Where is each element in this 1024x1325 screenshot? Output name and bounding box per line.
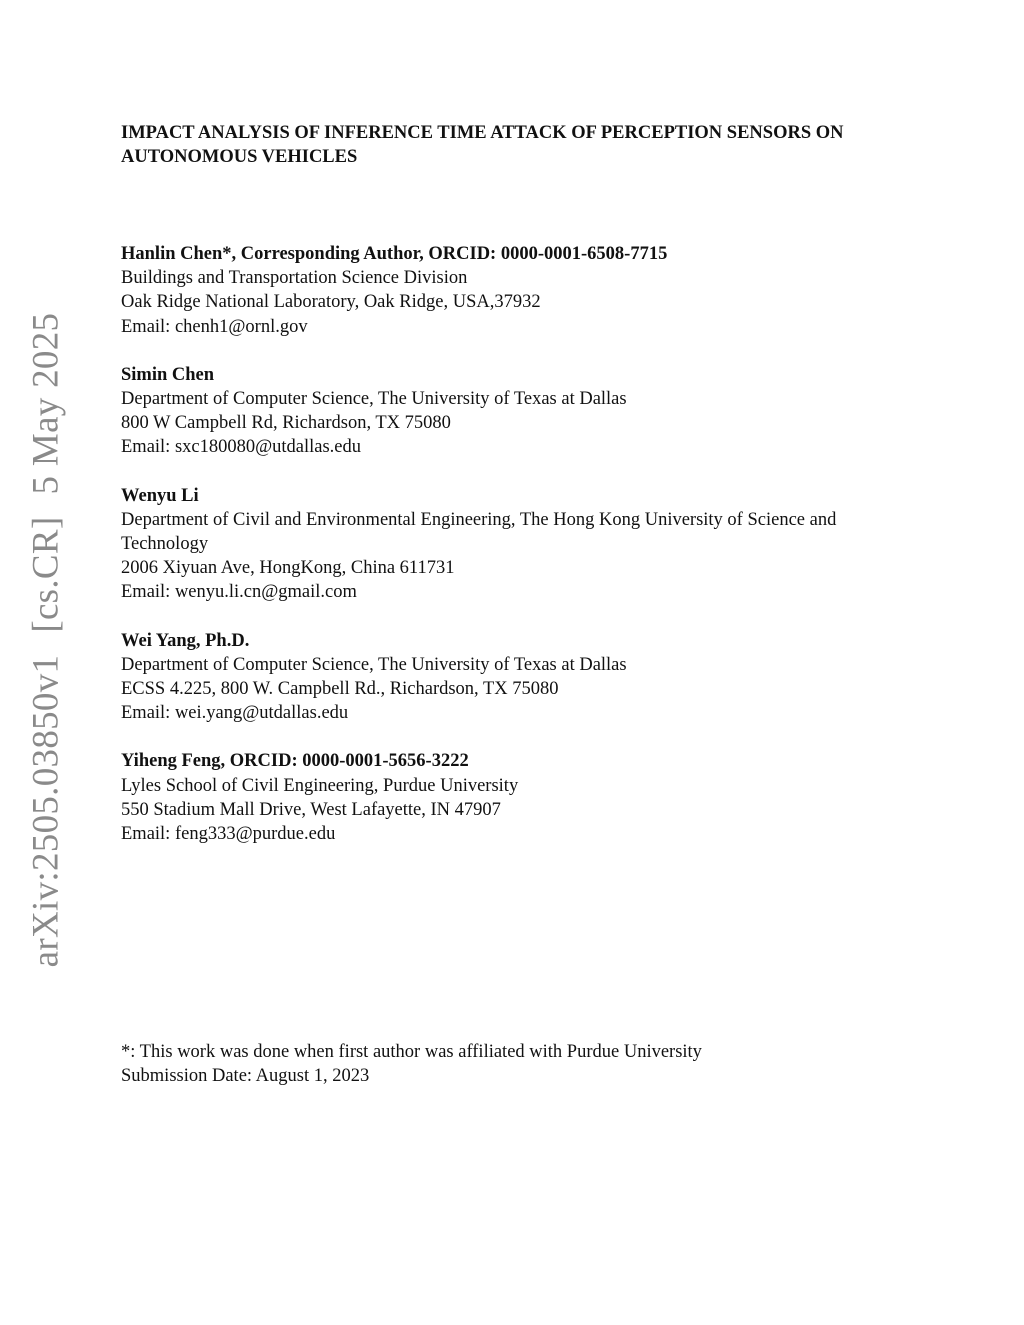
paper-title bbox=[121, 121, 921, 169]
author-block bbox=[121, 749, 921, 846]
author-affiliation: Lyles School of Civil Engineering, Purdue University bbox=[121, 775, 519, 796]
author-block bbox=[121, 484, 921, 605]
author-name: Wenyu Li bbox=[121, 485, 199, 506]
arxiv-identifier-stamp bbox=[25, 313, 68, 968]
author-email: Email: sxc180080@utdallas.edu bbox=[121, 437, 362, 458]
author-email: Email: wei.yang@utdallas.edu bbox=[121, 703, 349, 724]
author-affiliation-continued: Technology bbox=[121, 534, 209, 555]
footnotes bbox=[121, 1040, 921, 1088]
arxiv-id: arXiv:2505.03850v1 bbox=[25, 654, 67, 968]
author-name: Wei Yang, Ph.D. bbox=[121, 630, 250, 651]
author-address: 2006 Xiyuan Ave, HongKong, China 611731 bbox=[121, 558, 455, 579]
author-name: Simin Chen bbox=[121, 364, 215, 385]
arxiv-date: 5 May 2025 bbox=[25, 312, 67, 495]
author-address: ECSS 4.225, 800 W. Campbell Rd., Richardson, TX 75080 bbox=[121, 679, 559, 700]
author-list bbox=[121, 242, 921, 870]
author-affiliation: Buildings and Transportation Science Division bbox=[121, 268, 468, 289]
author-email: Email: wenyu.li.cn@gmail.com bbox=[121, 582, 357, 603]
paper-title-line-2: AUTONOMOUS VEHICLES bbox=[121, 147, 358, 167]
author-affiliation: Department of Civil and Environmental Engineering, The Hong Kong University of Science and bbox=[121, 509, 837, 530]
author-block bbox=[121, 242, 921, 339]
author-address: 550 Stadium Mall Drive, West Lafayette, IN 47907 bbox=[121, 799, 501, 820]
author-block bbox=[121, 629, 921, 726]
author-address: Oak Ridge National Laboratory, Oak Ridge, USA,37932 bbox=[121, 292, 541, 313]
author-affiliation: Department of Computer Science, The University of Texas at Dallas bbox=[121, 389, 627, 410]
affiliation-footnote: *: This work was done when first author was affiliated with Purdue University bbox=[121, 1042, 702, 1062]
submission-date: Submission Date: August 1, 2023 bbox=[121, 1066, 370, 1087]
author-address: 800 W Campbell Rd, Richardson, TX 75080 bbox=[121, 413, 451, 434]
author-affiliation: Department of Computer Science, The University of Texas at Dallas bbox=[121, 654, 627, 675]
author-name: Yiheng Feng, ORCID: 0000-0001-5656-3222 bbox=[121, 751, 469, 772]
author-name: Hanlin Chen*, Corresponding Author, ORCID: 0000-0001-6508-7715 bbox=[121, 244, 668, 264]
author-email: Email: chenh1@ornl.gov bbox=[121, 316, 308, 337]
author-block bbox=[121, 363, 921, 460]
arxiv-category: [cs.CR] bbox=[25, 516, 67, 633]
author-email: Email: feng333@purdue.edu bbox=[121, 824, 336, 845]
paper-title-line-1: IMPACT ANALYSIS OF INFERENCE TIME ATTACK OF PERCEPTION SENSORS ON bbox=[121, 123, 844, 143]
